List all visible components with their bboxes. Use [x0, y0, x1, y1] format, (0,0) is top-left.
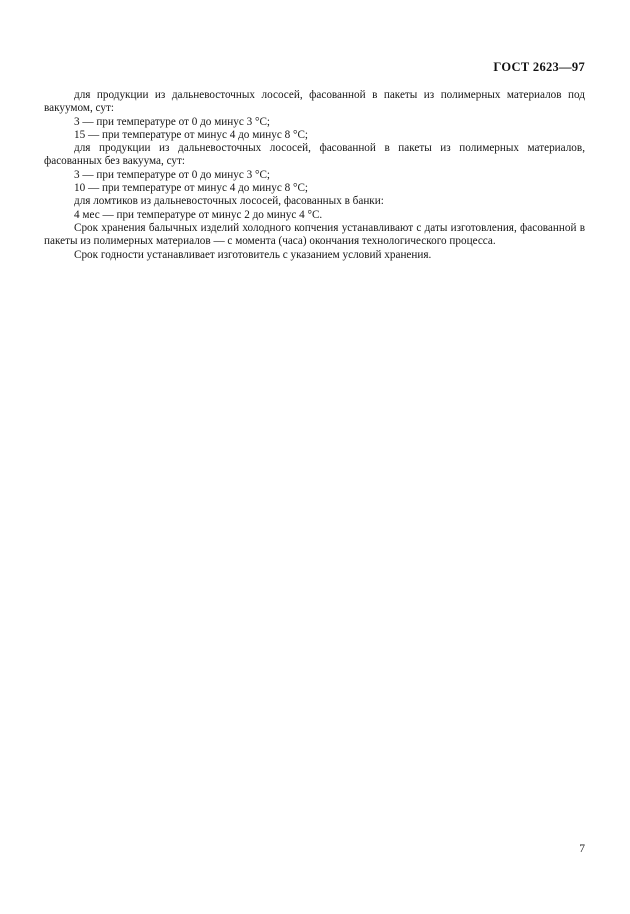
paragraph: 10 — при температуре от минус 4 до минус 8 °С; [74, 182, 309, 195]
paragraph: Срок годности устанавливает изготовитель с указанием условий хранения. [74, 248, 432, 261]
paragraph: для ломтиков из дальневосточных лососей, фасованных в банки: [74, 195, 384, 208]
paragraph: для продукции из дальневосточных лососей, фасованной в пакеты из полимерных материалов, фасованных без вакуума, сут: [44, 142, 585, 168]
paragraph: 3 — при температуре от 0 до минус 3 °С; [74, 168, 271, 181]
paragraph: 3 — при температуре от 0 до минус 3 °С; [74, 115, 271, 128]
page-number: 7 [579, 843, 585, 855]
standard-number-header: ГОСТ 2623—97 [493, 60, 585, 74]
paragraph: Срок хранения балычных изделий холодного копчения устанавливают с даты изготовления, фасованной в пакеты из полимерных материалов — с момента (часа) окончания технологического процесса. [44, 221, 585, 248]
document-body [44, 89, 585, 262]
paragraph: 15 — при температуре от минус 4 до минус 8 °С; [74, 128, 309, 141]
paragraph: 4 мес — при температуре от минус 2 до минус 4 °С. [74, 208, 323, 221]
paragraph: для продукции из дальневосточных лососей, фасованной в пакеты из полимерных материалов под вакуумом, сут: [44, 89, 585, 115]
